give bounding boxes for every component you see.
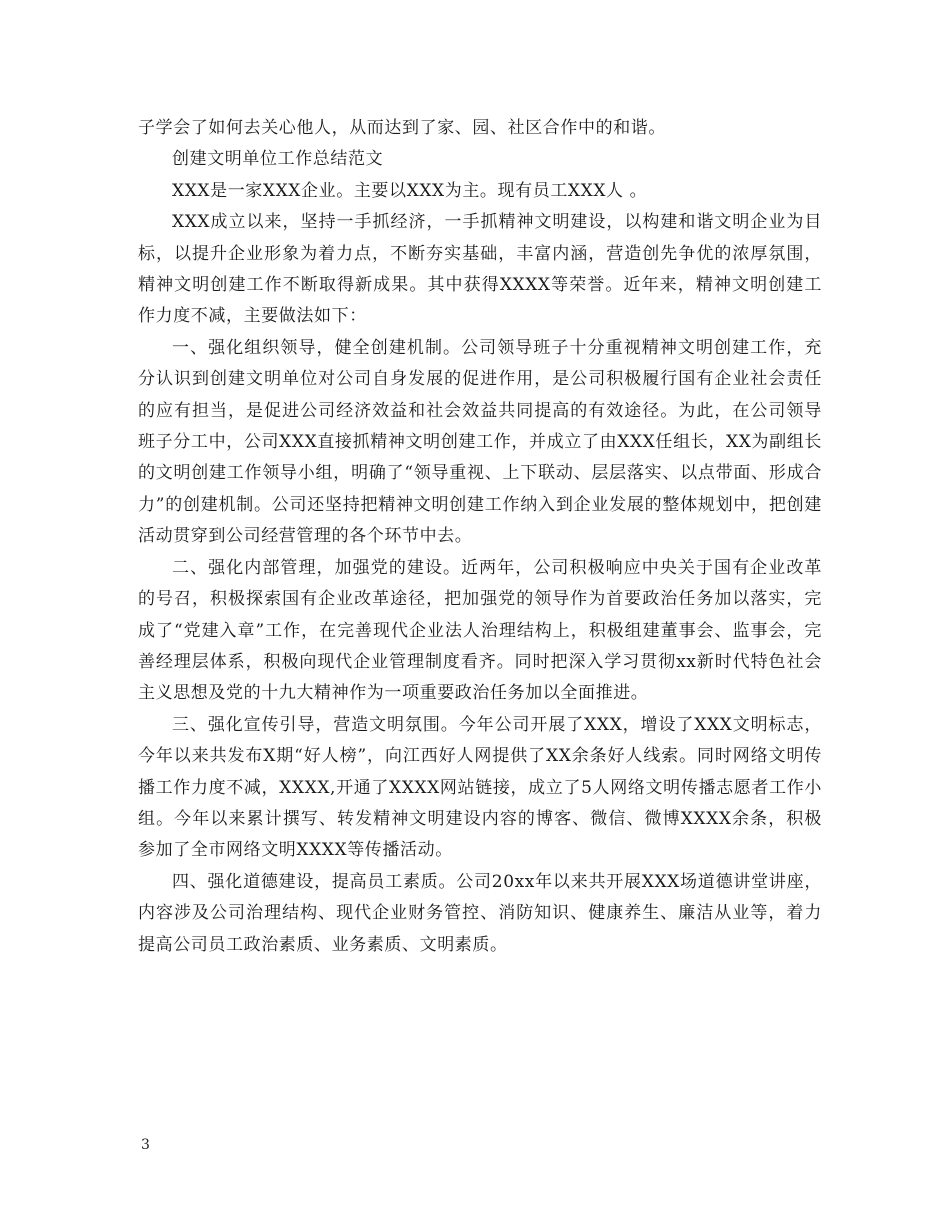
paragraph-item-2: 二、强化内部管理，加强党的建设。近两年，公司积极响应中央关于国有企业改革的号召，积极探索国有企业改革途径，把加强党的领导作为首要政治任务加以落实，完成了“党建入章”工作，在完善现代企业法人治理结构上，积极组建董事会、监事会，完善经理层体系，积极向现代企业管理制度看齐。同时把深入学习贯彻xx新时代特色社会主义思想及党的十九大精神作为一项重要政治任务加以全面推进。 xyxy=(138,557,822,704)
document-body xyxy=(138,113,822,961)
paragraph-item-1: 一、强化组织领导，健全创建机制。公司领导班子十分重视精神文明创建工作，充分认识到创建文明单位对公司自身发展的促进作用，是公司积极履行国有企业社会责任的应有担当，是促进公司经济效益和社会效益共同提高的有效途径。为此，在公司领导班子分工中，公司XXX直接抓精神文明创建工作，并成立了由XXX任组长，XX为副组长的文明创建工作领导小组，明确了“领导重视、上下联动、层层落实、以点带面、形成合力”的创建机制。公司还坚持把精神文明创建工作纳入到企业发展的整体规划中，把创建活动贯穿到公司经营管理的各个环节中去。 xyxy=(138,337,822,547)
page-number: 3 xyxy=(141,1137,150,1153)
paragraph-intro: XXX是一家XXX企业。主要以XXX为主。现有员工XXX人 。 xyxy=(172,180,648,201)
paragraph-overview: XXX成立以来，坚持一手抓经济，一手抓精神文明建设，以构建和谐文明企业为目标，以提升企业形象为着力点，不断夯实基础，丰富内涵，营造创先争优的浓厚氛围，精神文明创建工作不断取得新成果。其中获得XXXX等荣誉。近年来，精神文明创建工作力度不减，主要做法如下： xyxy=(138,212,822,327)
section-heading: 创建文明单位工作总结范文 xyxy=(172,149,384,170)
paragraph-continuation: 子学会了如何去关心他人，从而达到了家、园、社区合作中的和谐。 xyxy=(138,118,666,138)
paragraph-item-3: 三、强化宣传引导，营造文明氛围。今年公司开展了XXX，增设了XXX文明标志，今年以来共发布X期“好人榜”，向江西好人网提供了XX余条好人线索。同时网络文明传播工作力度不减，XXXX,开通了XXXX网站链接，成立了5人网络文明传播志愿者工作小组。今年以来累计撰写、转发精神文明建设内容的博客、微信、微博XXXX余条，积极参加了全市网络文明XXXX等传播活动。 xyxy=(138,714,822,861)
paragraph-item-4: 四、强化道德建设，提高员工素质。公司20xx年以来共开展XXX场道德讲堂讲座，内容涉及公司治理结构、现代企业财务管控、消防知识、健康养生、廉洁从业等，着力提高公司员工政治素质、业务素质、文明素质。 xyxy=(138,871,822,955)
